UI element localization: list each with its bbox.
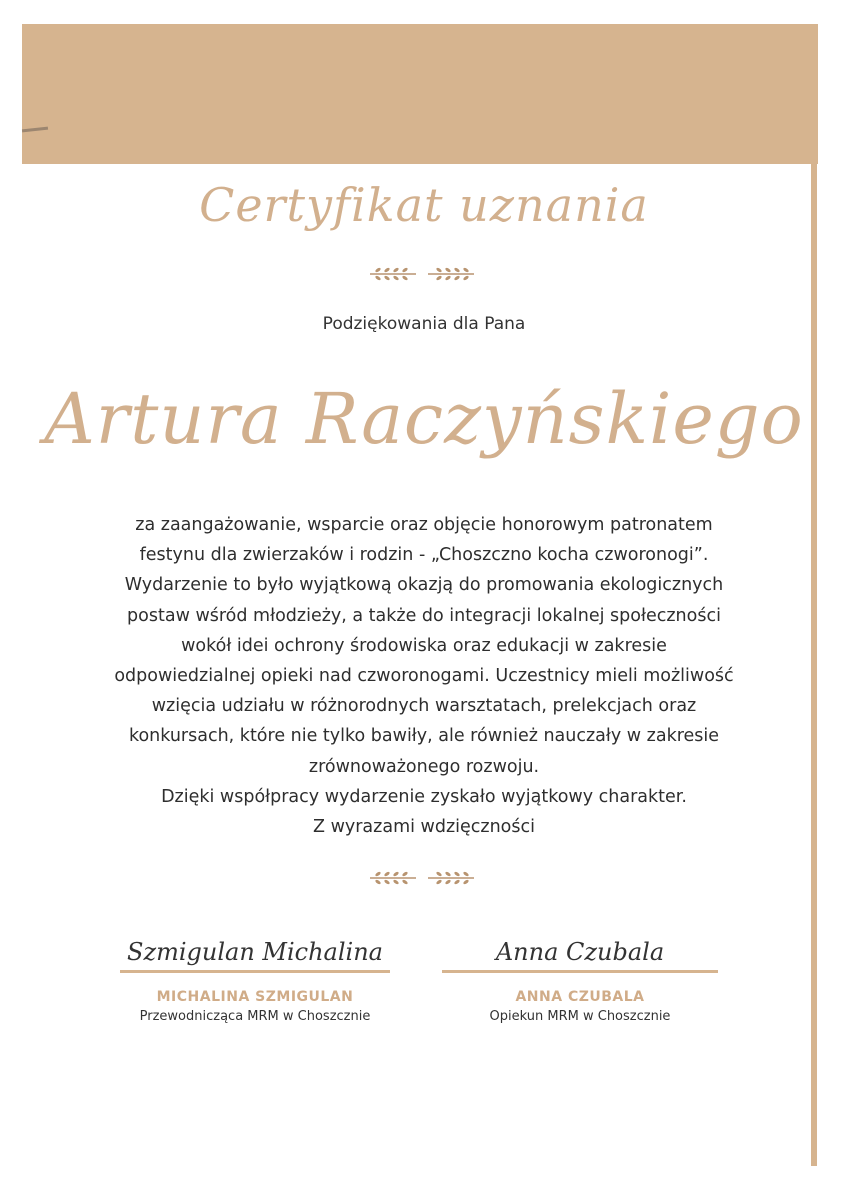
closing-line: Z wyrazami wdzięczności	[313, 817, 535, 838]
certificate-title: Certyfikat uznania	[199, 178, 649, 232]
signature-block-right	[440, 930, 720, 1024]
certificate-subtitle: Podziękowania dla Pana	[322, 314, 526, 334]
body-line: odpowiedzialnej opieki nad czworonogami. Uczestnicy mieli możliwość	[114, 666, 734, 687]
certificate-body	[40, 510, 808, 842]
body-line: za zaangażowanie, wsparcie oraz objęcie honorowym patronatem	[135, 515, 713, 535]
handwritten-signature: Anna Czubala	[495, 938, 665, 966]
signature-line	[442, 970, 718, 973]
handwritten-signature: Szmigulan Michalina	[127, 938, 383, 966]
body-line: wokół idei ochrony środowiska oraz edukacji w zakresie	[181, 635, 667, 656]
body-line: Wydarzenie to było wyjątkową okazją do promowania ekologicznych	[124, 575, 724, 596]
signatory-name: MICHALINA SZMIGULAN	[156, 989, 354, 1005]
signature-block-left	[110, 930, 400, 1024]
signatory-role: Opiekun MRM w Choszcznie	[489, 1009, 671, 1024]
recipient-name: Artura Raczyńskiego	[44, 378, 804, 460]
body-line: konkursach, które nie tylko bawiły, ale również nauczały w zakresie	[128, 726, 720, 747]
signatory-role: Przewodnicząca MRM w Choszcznie	[139, 1009, 371, 1024]
body-line: wzięcia udziału w różnorodnych warsztatach, prelekcjach oraz	[151, 696, 697, 717]
body-line: festynu dla zwierzaków i rodzin - „Choszczno kocha czworonogi”.	[139, 545, 709, 566]
top-decorative-band	[22, 24, 818, 164]
body-line: Dzięki współpracy wydarzenie zyskało wyjątkowy charakter.	[161, 786, 687, 807]
signature-line	[120, 970, 390, 973]
body-line: zrównoważonego rozwoju.	[308, 756, 540, 777]
body-line: postaw wśród młodzieży, a także do integracji lokalnej społeczności	[127, 605, 721, 626]
laurel-divider-icon	[368, 868, 476, 888]
laurel-divider-icon	[368, 264, 476, 284]
signatory-name: ANNA CZUBALA	[515, 989, 645, 1005]
